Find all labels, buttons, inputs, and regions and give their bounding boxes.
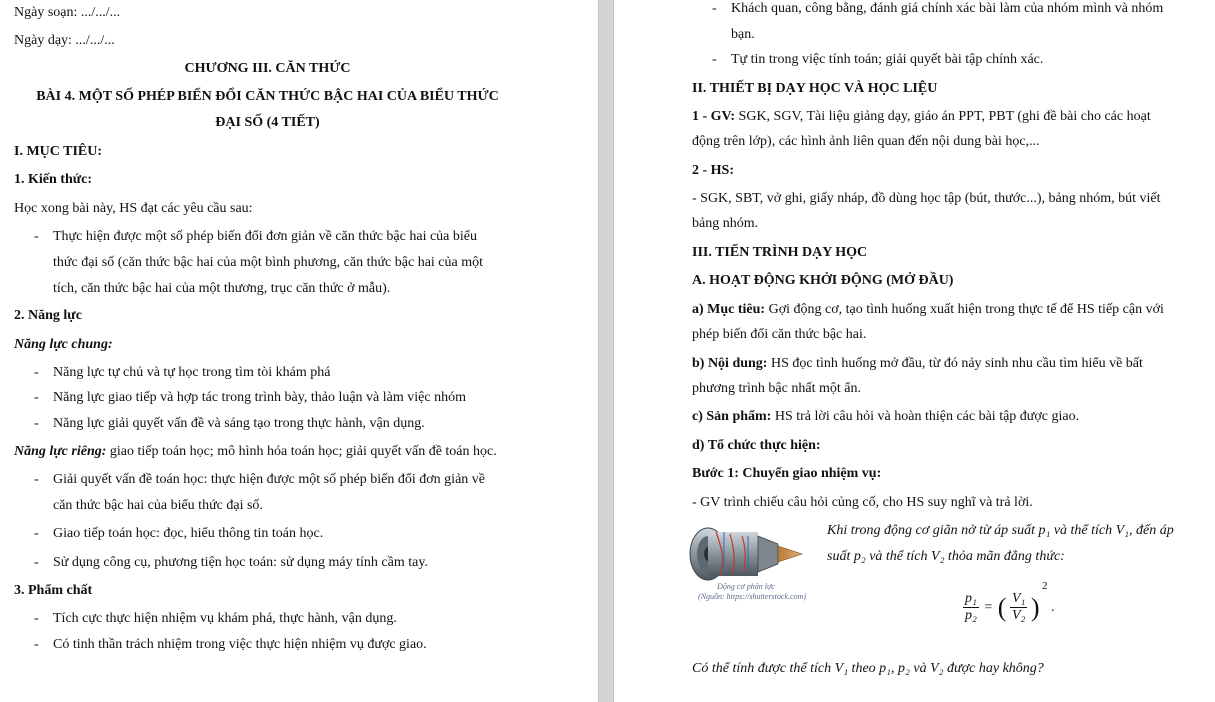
chapter-title: CHƯƠNG III. CĂN THỨC bbox=[184, 61, 351, 76]
general-competence-3: Năng lực giải quyết vấn đề và sáng tạo trong thực hành, vận dụng. bbox=[53, 416, 425, 431]
formula-exponent: 2 bbox=[1042, 580, 1048, 592]
formula-rhs-denominator: V₂ bbox=[1011, 608, 1026, 624]
formula-lhs-denominator: p₂ bbox=[965, 608, 977, 624]
specific-competence bbox=[14, 443, 497, 461]
bullet-dash: - bbox=[712, 1, 717, 16]
problem-line2: suất p₂ và thể tích V₂ thỏa mãn đẳng thức: bbox=[827, 549, 1065, 564]
bullet-dash: - bbox=[34, 637, 39, 652]
formula-period: . bbox=[1051, 599, 1055, 615]
prep-date: Ngày soạn: .../.../... bbox=[14, 5, 121, 20]
pressure-volume-formula bbox=[963, 580, 1055, 624]
activity-a-heading: A. HOẠT ĐỘNG KHỞI ĐỘNG (MỞ ĐẦU) bbox=[692, 273, 954, 288]
goal-label: a) Mục tiêu: bbox=[692, 302, 766, 317]
teacher-materials-line2: động trên lớp), các hình ảnh liên quan đến nội dung bài học,... bbox=[692, 134, 1040, 149]
problem-line1: Khi trong động cơ giãn nở từ áp suất p₁ và thể tích V₁, đến áp bbox=[827, 523, 1174, 538]
content-line2: phương trình bậc nhất một ẩn. bbox=[692, 381, 861, 396]
quality-3-line2: bạn. bbox=[731, 27, 755, 42]
specific-competence-1-line2: căn thức bậc hai của biểu thức đại số. bbox=[53, 498, 263, 513]
specific-competence-label: Năng lực riêng: bbox=[14, 444, 107, 459]
product-label: c) Sản phẩm: bbox=[692, 409, 772, 424]
general-competence-label: Năng lực chung: bbox=[14, 337, 113, 352]
teacher-materials-text: SGK, SGV, Tài liệu giảng dạy, giáo án PPT, PBT (ghi đề bài cho các hoạt bbox=[735, 109, 1151, 124]
knowledge-bullet-line2: thức đại số (căn thức bậc hai của một bình phương, căn thức bậc hai của một bbox=[53, 255, 484, 270]
subsection-qualities: 3. Phẩm chất bbox=[14, 583, 93, 598]
content-text: HS đọc tình huống mở đầu, từ đó nảy sinh nhu cầu tìm hiểu về bất bbox=[767, 356, 1143, 371]
bullet-dash: - bbox=[34, 365, 39, 380]
goal-text: Gợi động cơ, tạo tình huống xuất hiện trong thực tế để HS tiếp cận với bbox=[765, 302, 1164, 317]
lesson-title-line1: BÀI 4. MỘT SỐ PHÉP BIẾN ĐỔI CĂN THỨC BẬC HAI CỦA BIỂU THỨC bbox=[36, 89, 499, 104]
image-caption-title: Động cơ phản lực bbox=[717, 582, 775, 591]
page-gap bbox=[598, 0, 614, 702]
product-text: HS trả lời câu hỏi và hoàn thiện các bài tập được giao. bbox=[771, 409, 1080, 424]
specific-competence-text: giao tiếp toán học; mô hình hóa toán học; giải quyết vấn đề toán học. bbox=[106, 444, 497, 459]
bullet-dash: - bbox=[34, 611, 39, 626]
quality-2: Có tinh thần trách nhiệm trong việc thực hiện nhiệm vụ được giao. bbox=[53, 637, 427, 652]
content-line1 bbox=[692, 355, 1143, 373]
bullet-dash: - bbox=[34, 555, 39, 570]
lesson-title-line2: ĐẠI SỐ (4 TIẾT) bbox=[215, 115, 320, 130]
student-label: 2 - HS: bbox=[692, 163, 734, 178]
bullet-dash: - bbox=[34, 472, 39, 487]
subsection-knowledge: 1. Kiến thức: bbox=[14, 172, 93, 187]
product-line bbox=[692, 408, 1079, 426]
document-page-right bbox=[614, 0, 1215, 702]
subsection-competence: 2. Năng lực bbox=[14, 308, 82, 323]
quality-1: Tích cực thực hiện nhiệm vụ khám phá, thực hành, vận dụng. bbox=[53, 611, 397, 626]
bullet-dash: - bbox=[712, 52, 717, 67]
section-objectives: I. MỤC TIÊU: bbox=[14, 144, 103, 159]
problem-question: Có thể tính được thể tích V₁ theo p₁, p₂ và V₂ được hay không? bbox=[692, 661, 1044, 676]
formula-lhs-numerator: p₁ bbox=[965, 591, 977, 607]
section-equipment: II. THIẾT BỊ DẠY HỌC VÀ HỌC LIỆU bbox=[692, 81, 938, 96]
document-page-left bbox=[0, 0, 598, 702]
quality-4: Tự tin trong việc tính toán; giải quyết bài tập chính xác. bbox=[731, 52, 1044, 67]
knowledge-intro: Học xong bài này, HS đạt các yêu cầu sau: bbox=[14, 201, 253, 216]
student-materials-line2: bảng nhóm. bbox=[692, 216, 759, 231]
formula-left-paren: ( bbox=[997, 592, 1007, 622]
goal-line1 bbox=[692, 301, 1164, 319]
step1-heading: Bước 1: Chuyển giao nhiệm vụ: bbox=[692, 466, 882, 481]
teacher-materials-line1 bbox=[692, 108, 1151, 126]
jet-engine-image bbox=[686, 518, 806, 590]
specific-competence-1-line1: Giải quyết vấn đề toán học: thực hiện được một số phép biến đổi đơn giản về bbox=[53, 472, 485, 487]
general-competence-2: Năng lực giao tiếp và hợp tác trong trình bày, thảo luận và làm việc nhóm bbox=[53, 390, 466, 405]
teacher-label: 1 - GV: bbox=[692, 109, 736, 124]
bullet-dash: - bbox=[34, 390, 39, 405]
knowledge-bullet-line1: Thực hiện được một số phép biến đổi đơn giản về căn thức bậc hai của biểu bbox=[53, 229, 477, 244]
general-competence-1: Năng lực tự chủ và tự học trong tìm tòi khám phá bbox=[53, 365, 331, 380]
specific-competence-2: Giao tiếp toán học: đọc, hiểu thông tin toán học. bbox=[53, 526, 324, 541]
goal-line2: phép biến đổi căn thức bậc hai. bbox=[692, 327, 867, 342]
step1-text: - GV trình chiếu câu hỏi củng cố, cho HS suy nghĩ và trả lời. bbox=[692, 495, 1033, 510]
quality-3-line1: Khách quan, công bằng, đánh giá chính xác bài làm của nhóm mình và nhóm bbox=[731, 1, 1164, 16]
formula-equals: = bbox=[984, 599, 993, 615]
teach-date: Ngày dạy: .../.../... bbox=[14, 33, 115, 48]
bullet-dash: - bbox=[34, 526, 39, 541]
formula-right-paren: ) bbox=[1030, 592, 1040, 622]
knowledge-bullet-line3: tích, căn thức bậc hai của một thương, trục căn thức ở mẫu). bbox=[53, 281, 391, 296]
organization-label: d) Tổ chức thực hiện: bbox=[692, 438, 821, 453]
image-caption-source: (Nguồn: https://shutterstock.com) bbox=[698, 592, 806, 601]
section-procedure: III. TIẾN TRÌNH DẠY HỌC bbox=[692, 245, 868, 260]
student-materials-line1: - SGK, SBT, vở ghi, giấy nháp, đồ dùng học tập (bút, thước...), bảng nhóm, bút viết bbox=[692, 191, 1161, 206]
bullet-dash: - bbox=[34, 416, 39, 431]
content-label: b) Nội dung: bbox=[692, 356, 768, 371]
formula-rhs-numerator: V₁ bbox=[1011, 591, 1026, 607]
bullet-dash: - bbox=[34, 229, 39, 244]
specific-competence-3: Sử dụng công cụ, phương tiện học toán: sử dụng máy tính cầm tay. bbox=[53, 555, 428, 570]
